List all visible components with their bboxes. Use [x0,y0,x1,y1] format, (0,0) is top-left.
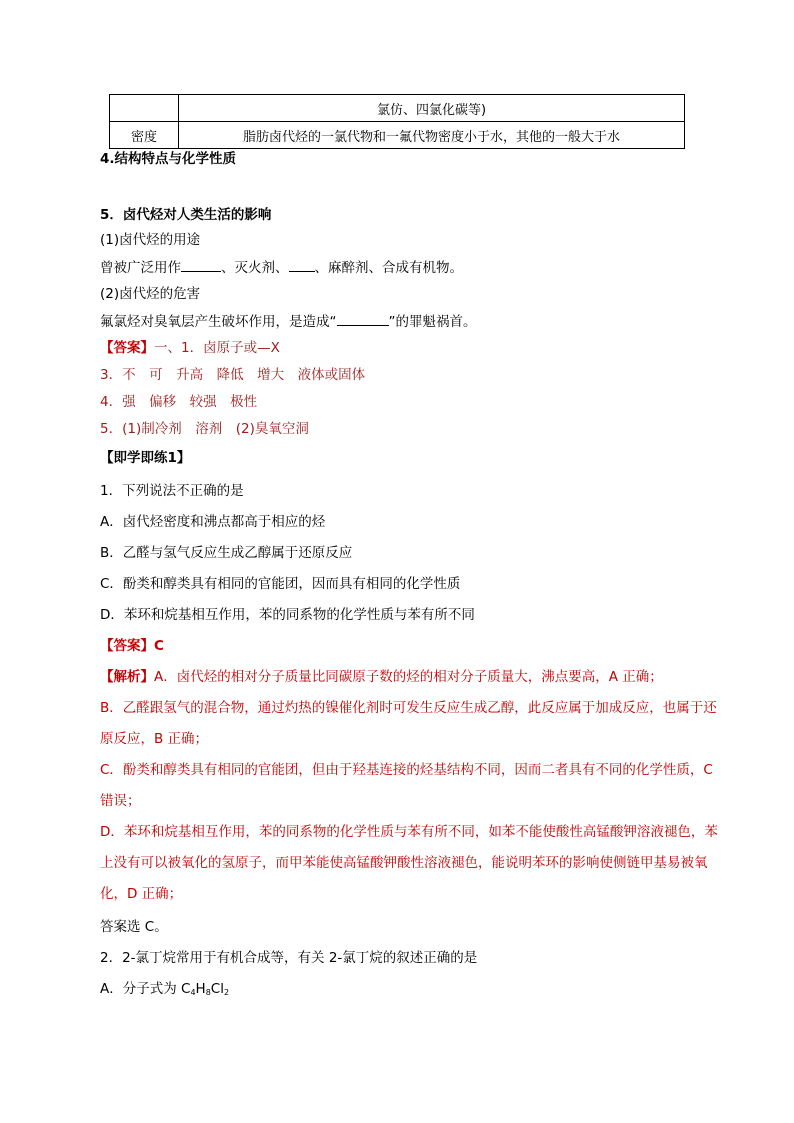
question-1-option-b: B．乙醛与氢气反应生成乙醇属于还原反应 [100,545,353,561]
subscript: 2 [223,988,230,997]
subscript: 8 [205,988,211,997]
answer-line-1 [100,339,280,357]
properties-table [109,94,685,149]
section-5-line1 [100,258,463,277]
question-1-stem: 1．下列说法不正确的是 [100,483,244,499]
question-1-conclusion: 答案选 C。 [100,919,168,935]
section-5-title: 5．卤代烃对人类生活的影响 [100,207,272,223]
table-cell-text: 脂肪卤代烃的一氯代物和一氟代物密度小于水，其他的一般大于水 [179,122,685,149]
section-4-title: 4.结构特点与化学性质 [100,151,237,167]
analysis-text: A．卤代烃的相对分子质量比同碳原子数的烃的相对分子质量大，沸点要高，A 正确； [154,669,663,685]
analysis-d: D．苯环和烷基相互作用，苯的同系物的化学性质与苯有所不同，如苯不能使酸性高锰酸钾溶液褪色，苯上没有可以被氧化的氢原子，而甲苯能使高锰酸钾酸性溶液褪色，能说明苯环的影响使侧链甲基易被氧化，D 正确； [100,824,718,902]
section-5-sub2: (2)卤代烃的危害 [100,286,201,302]
table-cell-label [110,95,179,122]
answer-label: 【答案】 [100,638,154,654]
text-span: 曾被广泛用作 [100,260,181,276]
answer-line-2: 3．不 可 升高 降低 增大 液体或固体 [100,367,366,383]
analysis-label: 【解析】 [100,669,154,685]
question-2-stem: 2．2-氯丁烷常用于有机合成等，有关 2-氯丁烷的叙述正确的是 [100,950,478,966]
section-5-sub1: (1)卤代烃的用途 [100,232,201,248]
text-span: Cl [210,981,224,997]
text-span: 氟氯烃对臭氧层产生破坏作用，是造成“ [100,314,337,330]
question-1-option-d: D．苯环和烷基相互作用，苯的同系物的化学性质与苯有所不同 [100,607,475,623]
answer-label: 【答案】 [100,340,154,356]
answer-line-4: 5．(1)制冷剂 溶剂 (2)臭氧空洞 [100,421,309,437]
table-cell-label: 密度 [110,122,179,149]
question-1-answer [100,637,164,655]
answer-line-3: 4．强 偏移 较强 极性 [100,394,258,410]
text-span: 、麻醉剂、合成有机物。 [314,260,463,276]
analysis-b: B．乙醛跟氢气的混合物，通过灼热的镍催化剂时可发生反应生成乙醇，此反应属于加成反应，也属于还原反应，B 正确； [100,700,717,747]
table-row [110,95,685,122]
fill-blank[interactable] [337,312,389,326]
question-1-option-c: C．酚类和醇类具有相同的官能团，因而具有相同的化学性质 [100,576,461,592]
analysis-c: C．酚类和醇类具有相同的官能团，但由于羟基连接的烃基结构不同，因而二者具有不同的化学性质，C 错误； [100,762,713,809]
section-5-line2 [100,312,477,331]
text-span: H [195,981,206,997]
question-2-option-a [100,980,229,1002]
fill-blank[interactable] [181,258,221,272]
answer-text: 一、1．卤原子或—X [154,340,280,356]
text-span: A．分子式为 C [100,981,191,997]
table-cell-text: 氯仿、四氯化碳等) [179,95,685,122]
practice-heading: 【即学即练1】 [100,450,191,466]
question-1-option-a: A．卤代烃密度和沸点都高于相应的烃 [100,514,326,530]
answer-value: C [154,638,164,654]
analysis-a [100,662,720,693]
subscript: 4 [190,988,196,997]
table-row [110,122,685,149]
text-span: 、灭火剂、 [221,260,289,276]
text-span: ”的罪魁祸首。 [388,314,477,330]
fill-blank[interactable] [289,258,315,272]
